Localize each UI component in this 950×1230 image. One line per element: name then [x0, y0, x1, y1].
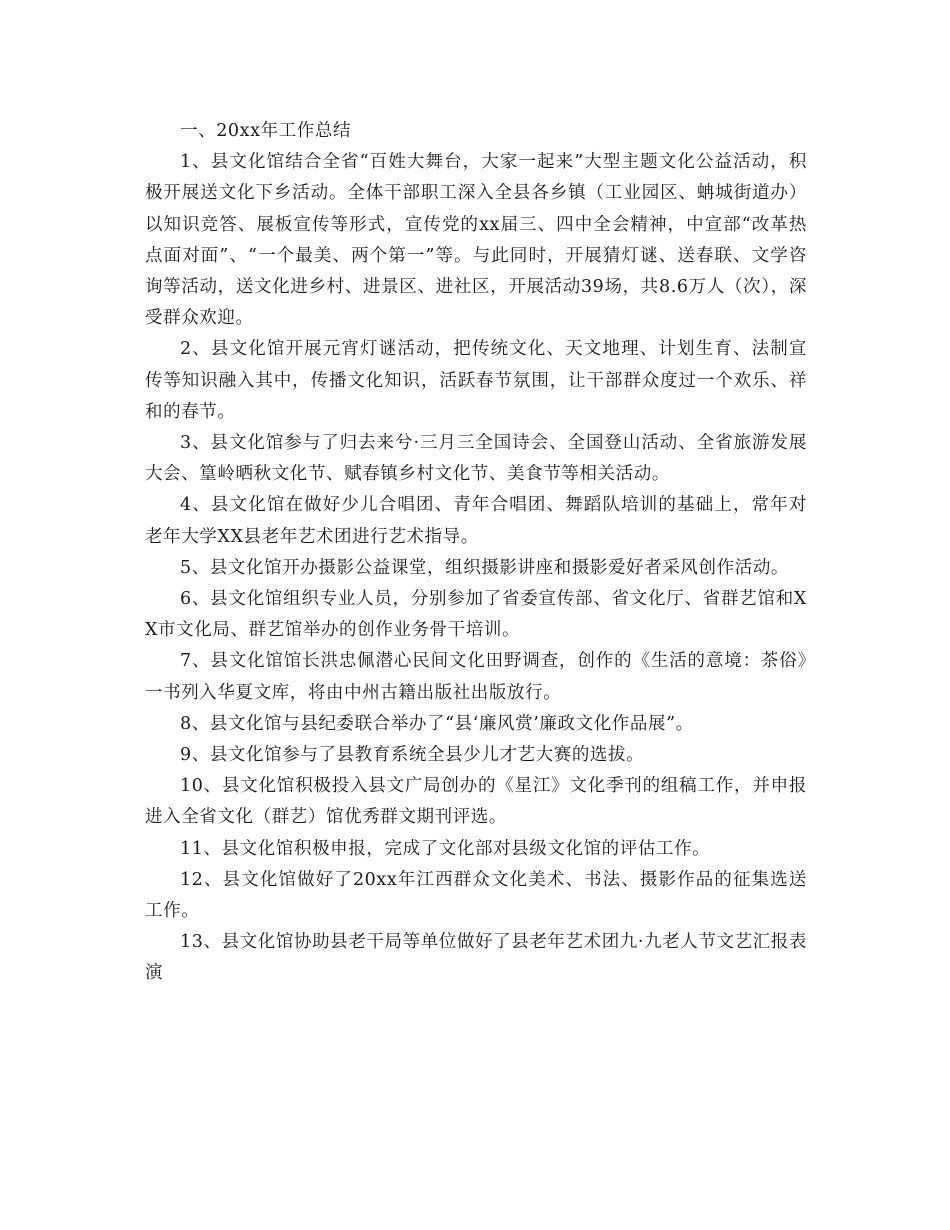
paragraph-item-9: 9、县文化馆参与了县教育系统全县少儿才艺大赛的选拔。 [180, 745, 645, 766]
document-body [145, 116, 807, 990]
section-heading: 一、20xx年工作总结 [180, 121, 352, 141]
paragraph-item-4: 4、县文化馆在做好少儿合唱团、青年合唱团、舞蹈队培训的基础上，常年对老年大学XX县老年艺术团进行艺术指导。 [145, 495, 807, 547]
paragraph-item-11: 11、县文化馆积极申报，完成了文化部对县级文化馆的评估工作。 [180, 838, 711, 859]
paragraph-item-3: 3、县文化馆参与了归去来兮·三月三全国诗会、全国登山活动、全省旅游发展大会、篁岭晒秋文化节、赋春镇乡村文化节、美食节等相关活动。 [145, 433, 807, 485]
paragraph-item-5: 5、县文化馆开办摄影公益课堂，组织摄影讲座和摄影爱好者采风创作活动。 [180, 557, 790, 578]
paragraph-item-12: 12、县文化馆做好了20xx年江西群众文化美术、书法、摄影作品的征集选送工作。 [145, 869, 807, 922]
paragraph-item-13: 13、县文化馆协助县老干局等单位做好了县老年艺术团九·九老人节文艺汇报表演 [145, 932, 807, 984]
paragraph-item-1: 1、县文化馆结合全省“百姓大舞台，大家一起来”大型主题文化公益活动，积极开展送文化下乡活动。全体干部职工深入全县各乡镇（工业园区、蚺城街道办）以知识竞答、展板宣传等形式，宣传党的xx届三、四中全会精神，中宣部“改革热点面对面”、“一个最美、两个第一”等。与此同时，开展猜灯谜、送春联、文学咨询等活动，送文化进乡村、进景区、进社区，开展活动39场，共8.6万人（次），深受群众欢迎。 [145, 152, 807, 329]
paragraph-item-6: 6、县文化馆组织专业人员，分别参加了省委宣传部、省文化厅、省群艺馆和XX市文化局、群艺馆举办的创作业务骨干培训。 [145, 589, 807, 641]
paragraph-item-10: 10、县文化馆积极投入县文广局创办的《星江》文化季刊的组稿工作，并申报进入全省文化（群艺）馆优秀群文期刊评选。 [145, 776, 807, 828]
paragraph-item-8: 8、县文化馆与县纪委联合举办了“县‘廉风赏’廉政文化作品展”。 [180, 713, 694, 734]
paragraph-item-7: 7、县文化馆馆长洪忠佩潜心民间文化田野调查，创作的《生活的意境：茶俗》一书列入华夏文库，将由中州古籍出版社出版放行。 [145, 651, 807, 703]
paragraph-item-2: 2、县文化馆开展元宵灯谜活动，把传统文化、天文地理、计划生育、法制宣传等知识融入其中，传播文化知识，活跃春节氛围，让干部群众度过一个欢乐、祥和的春节。 [145, 339, 807, 422]
